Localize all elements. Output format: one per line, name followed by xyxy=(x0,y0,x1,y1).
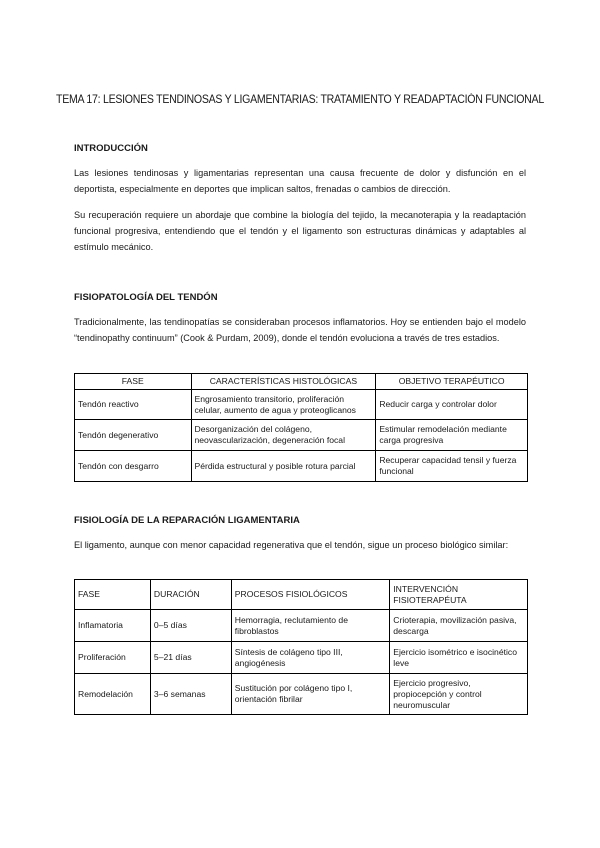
table-cell: 0–5 días xyxy=(150,610,231,642)
table-cell: Engrosamiento transitorio, proliferación celular, aumento de agua y proteoglicanos xyxy=(191,390,376,420)
tendon-table xyxy=(74,373,528,482)
table-cell: Tendón reactivo xyxy=(75,390,192,420)
table-header: FASE xyxy=(75,374,192,390)
table-cell: Proliferación xyxy=(75,642,151,674)
table-header: PROCESOS FISIOLÓGICOS xyxy=(231,580,390,610)
table-header: FASE xyxy=(75,580,151,610)
table-row xyxy=(75,420,528,451)
intro-paragraph-1: Las lesiones tendinosas y ligamentarias representan una causa frecuente de dolor y disfunción en el deportista, especialmente en deportes que implican saltos, frenadas o cambios de dirección. xyxy=(74,168,526,194)
table-cell: 5–21 días xyxy=(150,642,231,674)
table-header: OBJETIVO TERAPÉUTICO xyxy=(376,374,528,390)
table-cell: Desorganización del colágeno, neovascularización, degeneración focal xyxy=(191,420,376,451)
table-row xyxy=(75,674,528,715)
tendon-heading: FISIOPATOLOGÍA DEL TENDÓN xyxy=(74,292,218,303)
table-cell: Hemorragia, reclutamiento de fibroblastos xyxy=(231,610,390,642)
table-header: INTERVENCIÓN FISIOTERAPÉUTA xyxy=(390,580,528,610)
table-row xyxy=(75,390,528,420)
table-cell: Síntesis de colágeno tipo III, angiogénesis xyxy=(231,642,390,674)
table-row xyxy=(75,610,528,642)
table-cell: Ejercicio isométrico e isocinético leve xyxy=(390,642,528,674)
reparacion-heading: FISIOLOGÍA DE LA REPARACIÓN LIGAMENTARIA xyxy=(74,515,300,526)
intro-paragraph-2: Su recuperación requiere un abordaje que combine la biología del tejido, la mecanoterapia y la readaptación funcional progresiva, entendiendo que el tendón y el ligamento son estructuras dinámicas y adaptables al estímulo mecánico. xyxy=(74,210,526,252)
table-cell: Pérdida estructural y posible rotura parcial xyxy=(191,451,376,482)
table-cell: Tendón con desgarro xyxy=(75,451,192,482)
document-title: TEMA 17: LESIONES TENDINOSAS Y LIGAMENTARIAS: TRATAMIENTO Y READAPTACIÓN FUNCIONAL xyxy=(56,94,544,106)
table-cell: Inflamatoria xyxy=(75,610,151,642)
table-cell: 3–6 semanas xyxy=(150,674,231,715)
table-cell: Estimular remodelación mediante carga progresiva xyxy=(376,420,528,451)
table-row xyxy=(75,642,528,674)
table-cell: Crioterapia, movilización pasiva, descarga xyxy=(390,610,528,642)
reparacion-paragraph: El ligamento, aunque con menor capacidad regenerativa que el tendón, sigue un proceso biológico similar: xyxy=(74,540,509,550)
table-cell: Remodelación xyxy=(75,674,151,715)
table-cell: Reducir carga y controlar dolor xyxy=(376,390,528,420)
intro-heading: INTRODUCCIÓN xyxy=(74,143,148,154)
table-header: DURACIÓN xyxy=(150,580,231,610)
reparacion-table xyxy=(74,579,528,715)
table-cell: Recuperar capacidad tensil y fuerza funcional xyxy=(376,451,528,482)
table-cell: Tendón degenerativo xyxy=(75,420,192,451)
table-header-row xyxy=(75,580,528,610)
table-row xyxy=(75,451,528,482)
table-cell: Ejercicio progresivo, propiocepción y control neuromuscular xyxy=(390,674,528,715)
table-cell: Sustitución por colágeno tipo I, orientación fibrilar xyxy=(231,674,390,715)
table-header: CARACTERÍSTICAS HISTOLÓGICAS xyxy=(191,374,376,390)
table-header-row xyxy=(75,374,528,390)
tendon-paragraph: Tradicionalmente, las tendinopatías se consideraban procesos inflamatorios. Hoy se entienden bajo el modelo “tendinopathy continuum” (Cook & Purdam, 2009), donde el tendón evoluciona a través de tres estadios. xyxy=(74,317,526,343)
